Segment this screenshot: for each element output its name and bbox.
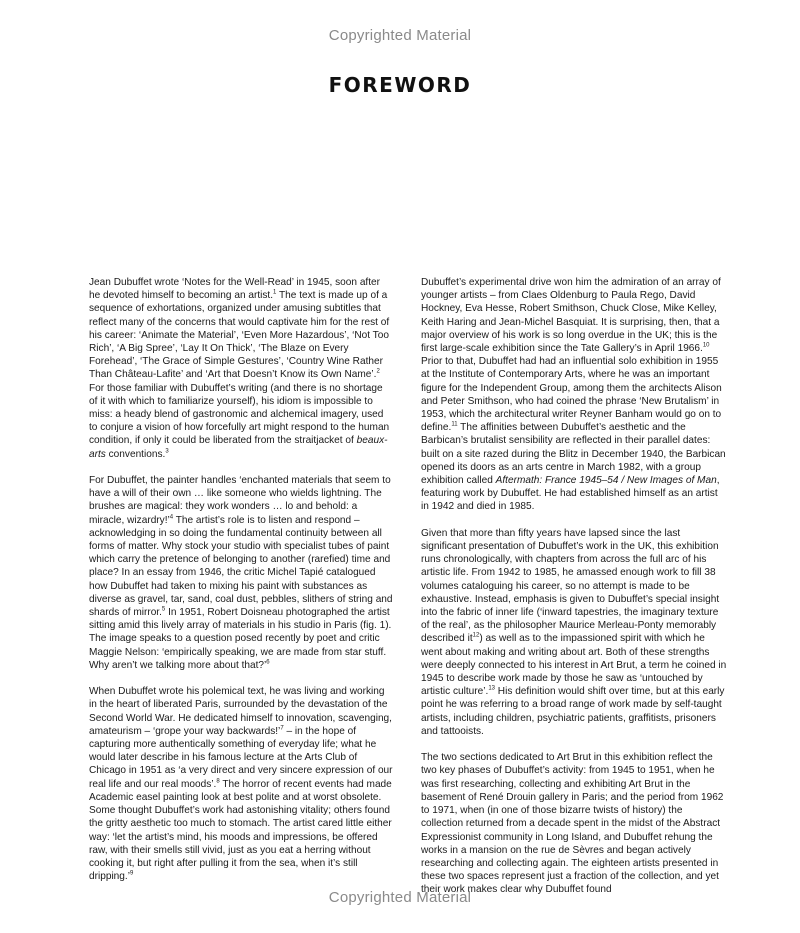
text-run: conventions. bbox=[105, 448, 166, 460]
footnote-ref-4: 4 bbox=[169, 514, 174, 521]
footnote-ref-7: 7 bbox=[280, 725, 284, 732]
copyright-watermark-top: Copyrighted Material bbox=[328, 27, 472, 44]
left-paragraph-2 bbox=[89, 474, 393, 672]
text-run: When Dubuffet wrote his polemical text, he was living and working in the heart of liberated Paris, surrounded by the devastation of the Second World War. He dedicated himself to innovation, scavenging, amateurism – ‘grope your way backwards!’ bbox=[89, 686, 392, 737]
footnote-ref-11: 11 bbox=[451, 421, 458, 428]
text-run: For those familiar with Dubuffet’s writing (and there is no shortage of it with which to familiarize yourself), his idiom is impossible to miss: a heady blend of gastronomic and alchemical imagery, used to conjure a vision of how forcefully art might respond to the human condition, if only it could be liberated from the straitjacket of bbox=[89, 382, 390, 447]
left-paragraph-1 bbox=[89, 276, 393, 461]
footnote-ref-6: 6 bbox=[266, 659, 270, 666]
footnote-ref-3: 3 bbox=[165, 448, 169, 455]
footnote-ref-10: 10 bbox=[702, 342, 710, 349]
text-run: For Dubuffet, the painter handles ‘enchanted materials that seem to have a will of their own … like someone who wields lightning. The brushes are magical: they work wonders … lo and behold: a miracle, wizardry!’ bbox=[89, 475, 391, 526]
text-run: The horror of recent events had made Academic easel painting look at best polite and at worst obsolete. Some thought Dubuffet’s work had astonishing vitality; others found the gritty aesthetic too much to stomach. The artist cared little either way: ‘let the artist’s mind, his moods and impressions, be offered raw, with their smells still vivid, just as you eat a herring without cooking it, but right after pulling it from the sea, when it’s still dripping.’ bbox=[89, 778, 392, 883]
italic-text: Aftermath: France 1945–54 / New Images of Man bbox=[495, 475, 717, 487]
text-run: ) as well as to the impassioned spirit with which he went about making and writing about art. Both of these strengths were deeply connected to his interest in Art Brut, a term he coined in 1945 to describe work made by those he saw as ‘untouched by artistic culture’. bbox=[421, 633, 727, 698]
footnote-ref-12: 12 bbox=[472, 633, 480, 640]
right-paragraph-3 bbox=[421, 751, 727, 896]
text-run: – in the hope of capturing more authentically something of everyday life; what he would later describe in his famous lecture at the Arts Club of Chicago in 1951 as ‘a very direct and very sincere expression of our real life and our real moods’. bbox=[89, 725, 393, 790]
italic-text: beaux-arts bbox=[89, 435, 388, 460]
text-run: Prior to that, Dubuffet had had an influential solo exhibition in 1955 at the Institute of Contemporary Arts, where he was an important figure for the Independent Group, among them the architects Alison and Peter Smithson, who had coined the phrase ‘New Brutalism’ in 1953, which the architectural writer Reyner Banham would go on to define. bbox=[421, 356, 722, 434]
text-run: Jean Dubuffet wrote ‘Notes for the Well-Read’ in 1945, soon after he devoted himself to becoming an artist. bbox=[89, 277, 381, 302]
copyright-watermark-bottom: Copyrighted Material bbox=[328, 889, 472, 906]
right-text-column bbox=[421, 276, 727, 910]
right-paragraph-1 bbox=[421, 276, 727, 514]
right-paragraph-2 bbox=[421, 527, 727, 738]
text-run: The affinities between Dubuffet’s aesthetic and the Barbican’s brutalist sensibility are reflected in their parallel dates: built on a site razed during the Blitz in December 1940, the Barbican opened its doors as an arts centre in March 1982, with a group exhibition called bbox=[421, 422, 726, 487]
footnote-ref-2: 2 bbox=[376, 369, 380, 376]
text-run: In 1951, Robert Doisneau photographed the artist sitting amid this lively array of materials in his studio in Paris (fig. 1). The image speaks to a question posed recently by poet and critic Maggie Nelson: ‘empirically speaking, we are made from star stuff. Why aren’t we talking more about that?’ bbox=[89, 607, 392, 671]
text-run: , featuring work by Dubuffet. He had established himself as an artist in 1942 and died in 1985. bbox=[421, 475, 720, 513]
text-run: The text is made up of a sequence of exhortations, organized under amusing subtitles that reflect many of the concerns that would captivate him for the rest of his career: ‘Animate the Material’, ‘Even More Hazardous’, ‘Not Too Rich’, ‘A Big Spree’, ‘Lay It On Thick’, ‘The Blaze on Every Forehead’, ‘The Grace of Simple Gestures’, ‘Country Wine Rather Than Château-Lafite’ and ‘Art that Doesn’t Know its Own Name’. bbox=[89, 290, 390, 381]
footnote-ref-5: 5 bbox=[161, 606, 166, 613]
text-run: The artist’s role is to listen and respond – acknowledging in so doing the fundamental continuity between all forms of matter. Why stock your studio with specialist tubes of paint which carry the pretence of belonging to another (rarefied) time and place? In an essay from 1946, the critic Michel Tapié catalogued how Dubuffet had taken to mixing his paint with substances as diverse as gravel, tar, sand, coal dust, pebbles, slithers of string and shards of mirror. bbox=[89, 514, 393, 619]
text-run: The two sections dedicated to Art Brut in this exhibition reflect the two key phases of Dubuffet’s activity: from 1945 to 1951, when he was first researching, collecting and exhibiting Art Brut in the basement of René Drouin gallery in Paris; and the period from 1962 to 1971, when (in one of those bizarre twists of history) the collection returned from a decade spent in the midst of the Abstract Expressionist community in Long Island, and Dubuffet rehung the works in a mansion on the rue de Sèvres and began actively researching and collecting again. The eighteen artists presented in these two spaces represent just a fraction of the collection, and yet their work makes clear why Dubuffet found bbox=[421, 752, 724, 896]
text-run: His definition would shift over time, but at this early point he was referring to a broad range of work made by self-taught artists, including children, psychiatric patients, graffitists, prisoners and tattooists. bbox=[421, 686, 725, 737]
page-title: FOREWORD bbox=[328, 73, 472, 97]
footnote-ref-1: 1 bbox=[273, 289, 277, 296]
footnote-ref-9: 9 bbox=[129, 870, 134, 877]
text-run: Given that more than fifty years have lapsed since the last significant presentation of Dubuffet’s work in the UK, this exhibition runs chronologically, with chapters from across the full arc of his artistic life. From 1942 to 1985, he amassed enough work to fill 38 volumes cataloguing his career, so no attempt is made to be exhaustive. Instead, emphasis is given to Dubuffet’s special insight into the fabric of inner life (‘inward tapestries, the imaginary texture of the real’, as the philosopher Maurice Merleau-Ponty memorably described it bbox=[421, 527, 720, 645]
text-run: Dubuffet’s experimental drive won him the admiration of an array of younger artists – from Claes Oldenburg to Paula Rego, David Hockney, Eva Hesse, Robert Smithson, Chuck Close, Mike Kelley, Keith Haring and Jean-Michel Basquiat. It is surprising, then, that a major overview of his work is so long overdue in the UK; this is the first large-scale exhibition since the Tate Gallery’s in April 1966. bbox=[421, 277, 721, 355]
footnote-ref-8: 8 bbox=[216, 778, 220, 785]
left-paragraph-3 bbox=[89, 685, 393, 883]
footnote-ref-13: 13 bbox=[488, 685, 495, 692]
left-text-column bbox=[89, 276, 393, 897]
